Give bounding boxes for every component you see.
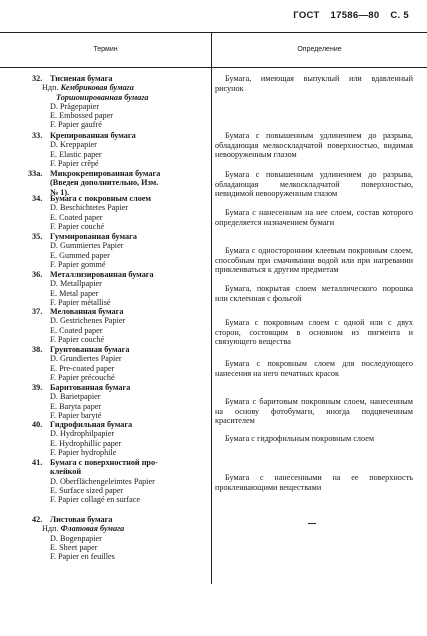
term-translation: D. Oberflächengeleimtes Papier: [50, 476, 155, 486]
term-entry: [32, 420, 210, 457]
term-translation: F. Papier couché: [50, 221, 105, 231]
term-name: Мелованная бумага: [50, 307, 124, 316]
term-entry: [32, 74, 210, 130]
column-head-term: Термин: [93, 46, 118, 53]
term-translation: F. Papier gommé: [50, 259, 106, 269]
term-translation: E. Coated paper: [50, 325, 103, 335]
term-continuation: (Введен дополнительно, Изм.: [50, 178, 159, 188]
term-number: 41.: [32, 458, 43, 467]
definition-text: Бумага с покровным слоем с одной или с двух сторон, состоящим в основном из пигмента и связующего вещества: [215, 318, 413, 346]
definition-text: Бумага с односторонним клеевым покровным слоем, способным при смачивании водой или при нагревании приклеиваться к другим предметам: [215, 246, 413, 274]
term-number: 39.: [32, 383, 43, 392]
deprecated-term: Ндп. Кембриковая бумага: [42, 83, 134, 93]
standard-number: 17586—80: [330, 10, 380, 21]
definition-text: Бумага с нанесенными на ее поверхность проклеивающими веществами: [215, 473, 413, 492]
term-translation: F. Papier collagé en surface: [50, 495, 141, 505]
definition-text: Бумага, покрытая слоем металлического порошка или склеенная с фольгой: [215, 284, 413, 303]
term-name: Микрокрепированная бумага: [50, 169, 161, 178]
term-translation: E. Baryta paper: [50, 401, 102, 411]
standard-label: ГОСТ: [293, 10, 320, 21]
term-number: 33а.: [28, 169, 43, 178]
term-entry: [32, 131, 210, 168]
term-translation: D. Kreppapier: [50, 140, 97, 150]
term-name: Крепированная бумага: [50, 131, 136, 140]
term-translation: D. Barietpapier: [50, 392, 101, 402]
page-number: С. 5: [390, 10, 409, 21]
term-entry: [32, 307, 210, 344]
term-translation: E. Sheet paper: [50, 542, 98, 552]
term-name: Листовая бумага: [50, 515, 113, 524]
term-translation: E. Embossed paper: [50, 111, 113, 121]
term-translation: E. Gummed paper: [50, 250, 110, 260]
column-divider: [211, 66, 212, 584]
term-translation: E. Hydrophillic paper: [50, 438, 122, 448]
term-number: 34.: [32, 194, 43, 203]
term-entry: [32, 515, 210, 561]
term-translation: D. Beschichtetes Papier: [50, 203, 128, 213]
term-translation: F. Papier gaufré: [50, 120, 102, 130]
term-translation: D. Metallpapier: [50, 279, 102, 289]
term-continuation: № 1).: [50, 187, 70, 197]
term-entry: [28, 169, 210, 197]
term-entry: [32, 194, 210, 231]
term-name: Металлизированная бумага: [50, 270, 154, 279]
definition-text: Бумага с баритовым покровным слоем, нанесенным на основу фотобумаги, иногда подцвеченным красителем: [215, 397, 413, 425]
term-translation: E. Pre-coated paper: [50, 363, 115, 373]
term-translation: F. Papier hydrophile: [50, 447, 117, 457]
term-translation: F. Papier en feuilles: [50, 552, 115, 562]
term-entry: [32, 383, 210, 420]
definition-text: Бумага с покровным слоем для последующего нанесения на него печатных красок: [215, 359, 413, 378]
term-entry: [32, 458, 210, 504]
term-name: Грунтованная бумага: [50, 345, 130, 354]
term-name: Гуммированная бумага: [50, 232, 137, 241]
term-number: 35.: [32, 232, 43, 241]
term-translation: D. Gummiertes Papier: [50, 241, 124, 251]
term-continuation: клейкой: [50, 467, 82, 477]
term-translation: F. Papier couché: [50, 334, 105, 344]
term-number: 37.: [32, 307, 43, 316]
column-head-definition: Определение: [297, 46, 342, 53]
deprecated-term: Торшонированная бумага: [56, 92, 149, 102]
definition-text: Бумага с повышенным удлинением до разрыва, обладающая мелкоскладчатой поверхностью, видимая невооруженным глазом: [215, 131, 413, 159]
term-translation: E. Elastic paper: [50, 149, 102, 159]
term-entry: [32, 345, 210, 382]
term-translation: D. Bogenpapier: [50, 533, 102, 543]
term-number: 38.: [32, 345, 43, 354]
term-name: Баритованная бумага: [50, 383, 131, 392]
term-translation: F. Papier précouché: [50, 372, 115, 382]
term-entry: [32, 270, 210, 307]
definition-text: Бумага с гидрофильным покровным слоем: [225, 434, 375, 443]
term-name: Бумага с поверхностной про-: [50, 458, 158, 467]
term-number: 42.: [32, 515, 43, 524]
term-number: 32.: [32, 74, 43, 83]
term-entry: [32, 232, 210, 269]
term-number: 36.: [32, 270, 43, 279]
term-translation: F. Papier métallisé: [50, 297, 111, 307]
deprecated-term: Ндп. Флатовая бумага: [42, 524, 125, 534]
term-number: 40.: [32, 420, 43, 429]
term-translation: E. Metal paper: [50, 288, 99, 298]
term-translation: D. Gestrichenes Papier: [50, 316, 126, 326]
page-header: [285, 10, 409, 21]
term-translation: D. Grundiertes Papier: [50, 354, 122, 364]
term-translation: F. Papier baryté: [50, 410, 102, 420]
definition-text: Бумага с повышенным удлинением до разрыва, обладающая мелкоскладчатой поверхностью, невидимой невооруженным глазом: [215, 170, 413, 198]
term-name: Гидрофильная бумага: [50, 420, 133, 429]
definition-text: Бумага с нанесенным на нее слоем, состав которого определяется назначением бумаги: [215, 208, 413, 227]
term-translation: F. Papier crêpé: [50, 158, 99, 168]
term-translation: D. Prägepapier: [50, 101, 100, 111]
end-dash: [308, 523, 316, 524]
term-name: Тисненая бумага: [50, 74, 113, 83]
term-name: Бумага с покровным слоем: [50, 194, 152, 203]
table-header: [0, 32, 427, 68]
term-number: 33.: [32, 131, 43, 140]
term-translation: E. Coated paper: [50, 212, 103, 222]
definition-text: Бумага, имеющая выпуклый или вдавленный рисунок: [215, 74, 413, 93]
term-translation: E. Surface sized paper: [50, 485, 124, 495]
term-translation: D. Hydrophilpapier: [50, 429, 115, 439]
